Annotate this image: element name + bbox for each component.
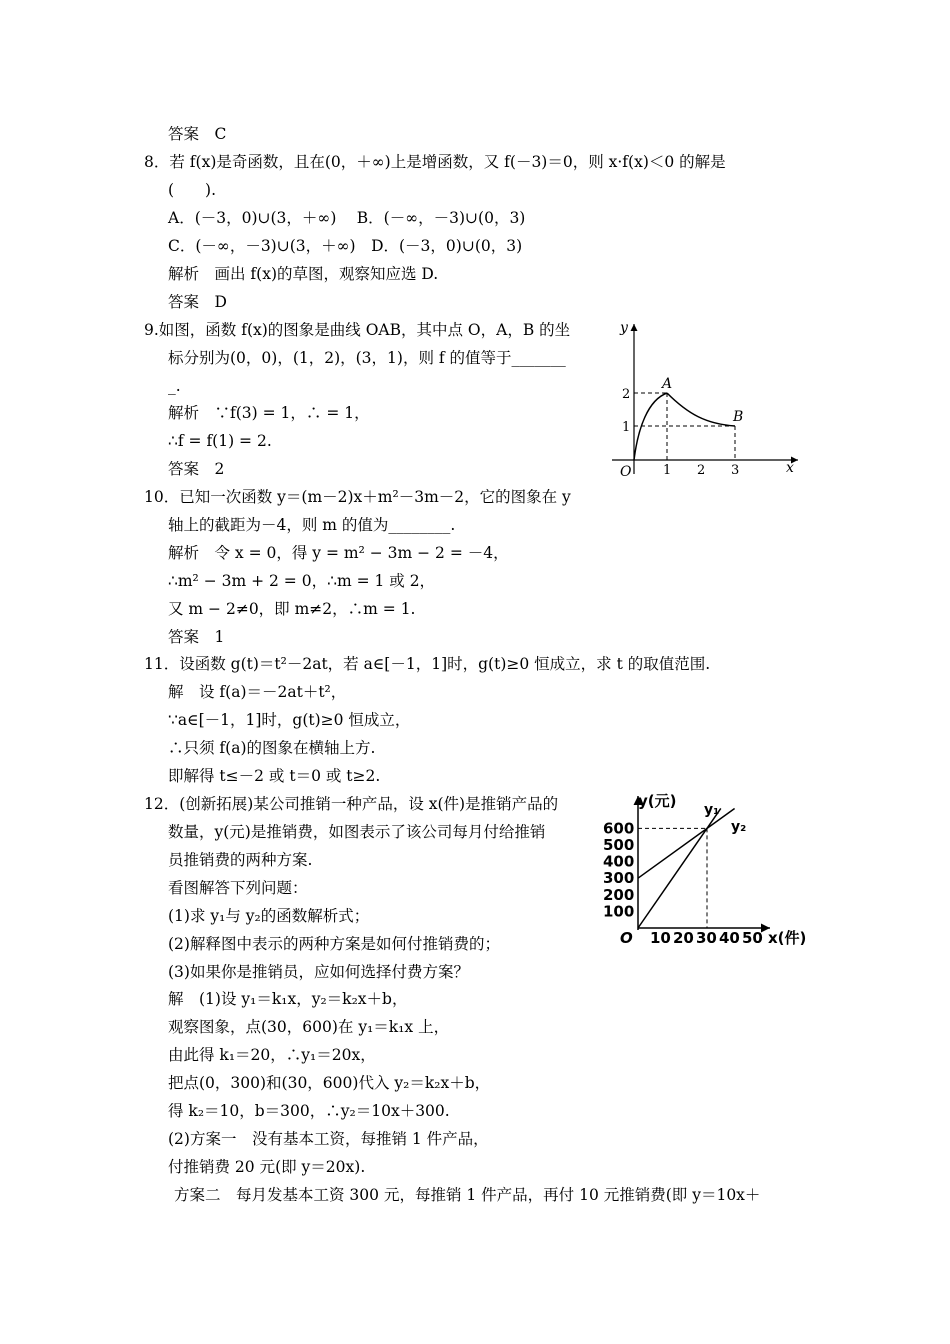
analysis-9-cont: ∴f = f(1) = 2. [168,432,272,450]
analysis-9: 解析 ∵f(3) = 1，∴ = 1， [168,404,370,422]
xtick-2: 2 [697,463,706,478]
solution-12-plan1-cont: 付推销费 20 元(即 y＝20x). [168,1158,366,1176]
y-axis-label: y(元) [638,792,677,810]
analysis-8: 解析 画出 f(x)的草图，观察知应选 D. [168,265,439,283]
solution-11: 解 设 f(a)＝－2at＋t²， [168,683,347,701]
series-label-y1: y₁ [704,802,720,818]
ytick-200: 200 [603,885,635,904]
answer-10: 答案 1 [168,628,225,646]
analysis-10: 解析 令 x = 0，得 y = m² − 3m − 2 = －4， [168,544,509,562]
question-10-cont: 轴上的截距为－4，则 m 的值为________. [168,516,456,534]
line-y1 [638,808,721,928]
point-b-label: B [733,409,744,425]
option-ab: A．(－3，0)∪(3，＋∞) B．(－∞，－3)∪(0，3) [168,209,526,227]
question-12: 12．(创新拓展)某公司推销一种产品，设 x(件)是推销产品的 [144,795,559,813]
solution-12-plan1: (2)方案一 没有基本工资，每推销 1 件产品， [168,1130,489,1148]
curve-ab [667,393,735,426]
y-axis-label: y [620,320,628,336]
question-9-blank: _. [168,377,181,395]
series-label-y2: y₂ [731,819,747,835]
question-12-prompt: 看图解答下列问题： [168,879,308,897]
question-8: 8．若 f(x)是奇函数，且在(0，＋∞)上是增函数，又 f(－3)＝0，则 x·f(x)＜0 的解是 [144,153,726,171]
solution-12: 解 (1)设 y₁＝k₁x，y₂＝k₂x＋b， [168,990,408,1008]
origin-label: O [620,464,632,480]
xtick-20: 20 [673,929,694,947]
question-10: 10．已知一次函数 y＝(m－2)x＋m²－3m－2，它的图象在 y [144,488,571,506]
question-9: 9.如图，函数 f(x)的图象是曲线 OAB，其中点 O，A，B 的坐 [144,321,571,339]
solution-11-cont3: 即解得 t≤－2 或 t＝0 或 t≥2. [168,767,381,785]
x-axis-label: x [786,460,794,476]
xtick-40: 40 [719,929,740,947]
xtick-3: 3 [731,463,740,478]
analysis-10-cont2: 又 m − 2≠0，即 m≠2，∴m = 1. [168,600,416,618]
origin-label: O [620,929,633,947]
question-12-part1: (1)求 y₁与 y₂的函数解析式； [168,907,370,925]
solution-12-cont2: 由此得 k₁＝20，∴y₁＝20x， [168,1046,376,1064]
point-a-label: A [662,376,673,392]
analysis-10-cont1: ∴m² − 3m + 2 = 0，∴m = 1 或 2， [168,572,436,590]
solution-12-cont1: 观察图象，点(30，600)在 y₁＝k₁x 上， [168,1018,450,1036]
xtick-50: 50 [742,929,763,947]
solution-11-cont2: ∴只须 f(a)的图象在横轴上方. [168,739,376,757]
line-y2 [638,808,735,878]
option-cd: C．(－∞，－3)∪(3，＋∞) D．(－3，0)∪(0，3) [168,237,523,255]
ytick-1: 1 [622,420,631,435]
question-12-part3: (3)如果你是推销员，应如何选择付费方案？ [168,963,469,981]
question-11: 11．设函数 g(t)＝t²－2at，若 a∈[－1，1]时，g(t)≥0 恒成立，求 t 的取值范围. [144,655,711,673]
answer-7: 答案 C [168,125,227,143]
ytick-500: 500 [603,836,635,854]
xtick-30: 30 [696,929,717,947]
ytick-2: 2 [622,387,631,402]
question-8-blank: ( ). [168,181,217,199]
question-12-cont2: 员推销费的两种方案. [168,851,313,869]
figure-curve-oab [600,318,810,483]
answer-9: 答案 2 [168,460,225,478]
question-12-cont1: 数量，y(元)是推销费，如图表示了该公司每月付给推销 [168,823,546,841]
ytick-300: 300 [603,869,635,888]
ytick-600: 600 [603,819,635,838]
ytick-100: 100 [603,902,635,921]
x-axis-label: x(件) [768,929,807,947]
answer-8: 答案 D [168,293,227,311]
solution-11-cont1: ∵a∈[－1，1]时，g(t)≥0 恒成立， [168,711,411,729]
figure-plans-chart [600,790,830,950]
solution-12-plan2: 方案二 每月发基本工资 300 元，每推销 1 件产品，再付 10 元推销费(即 y＝10x＋ [174,1186,761,1204]
solution-12-cont4: 得 k₂＝10，b＝300，∴y₂＝10x＋300. [168,1102,450,1120]
question-12-part2: (2)解释图中表示的两种方案是如何付推销费的； [168,935,500,953]
xtick-1: 1 [663,463,672,478]
question-9-cont: 标分别为(0，0)，(1，2)，(3，1)，则 f 的值等于_______ [168,349,566,367]
ytick-400: 400 [603,852,635,871]
solution-12-cont3: 把点(0，300)和(30，600)代入 y₂＝k₂x＋b， [168,1074,491,1092]
xtick-10: 10 [650,929,671,947]
